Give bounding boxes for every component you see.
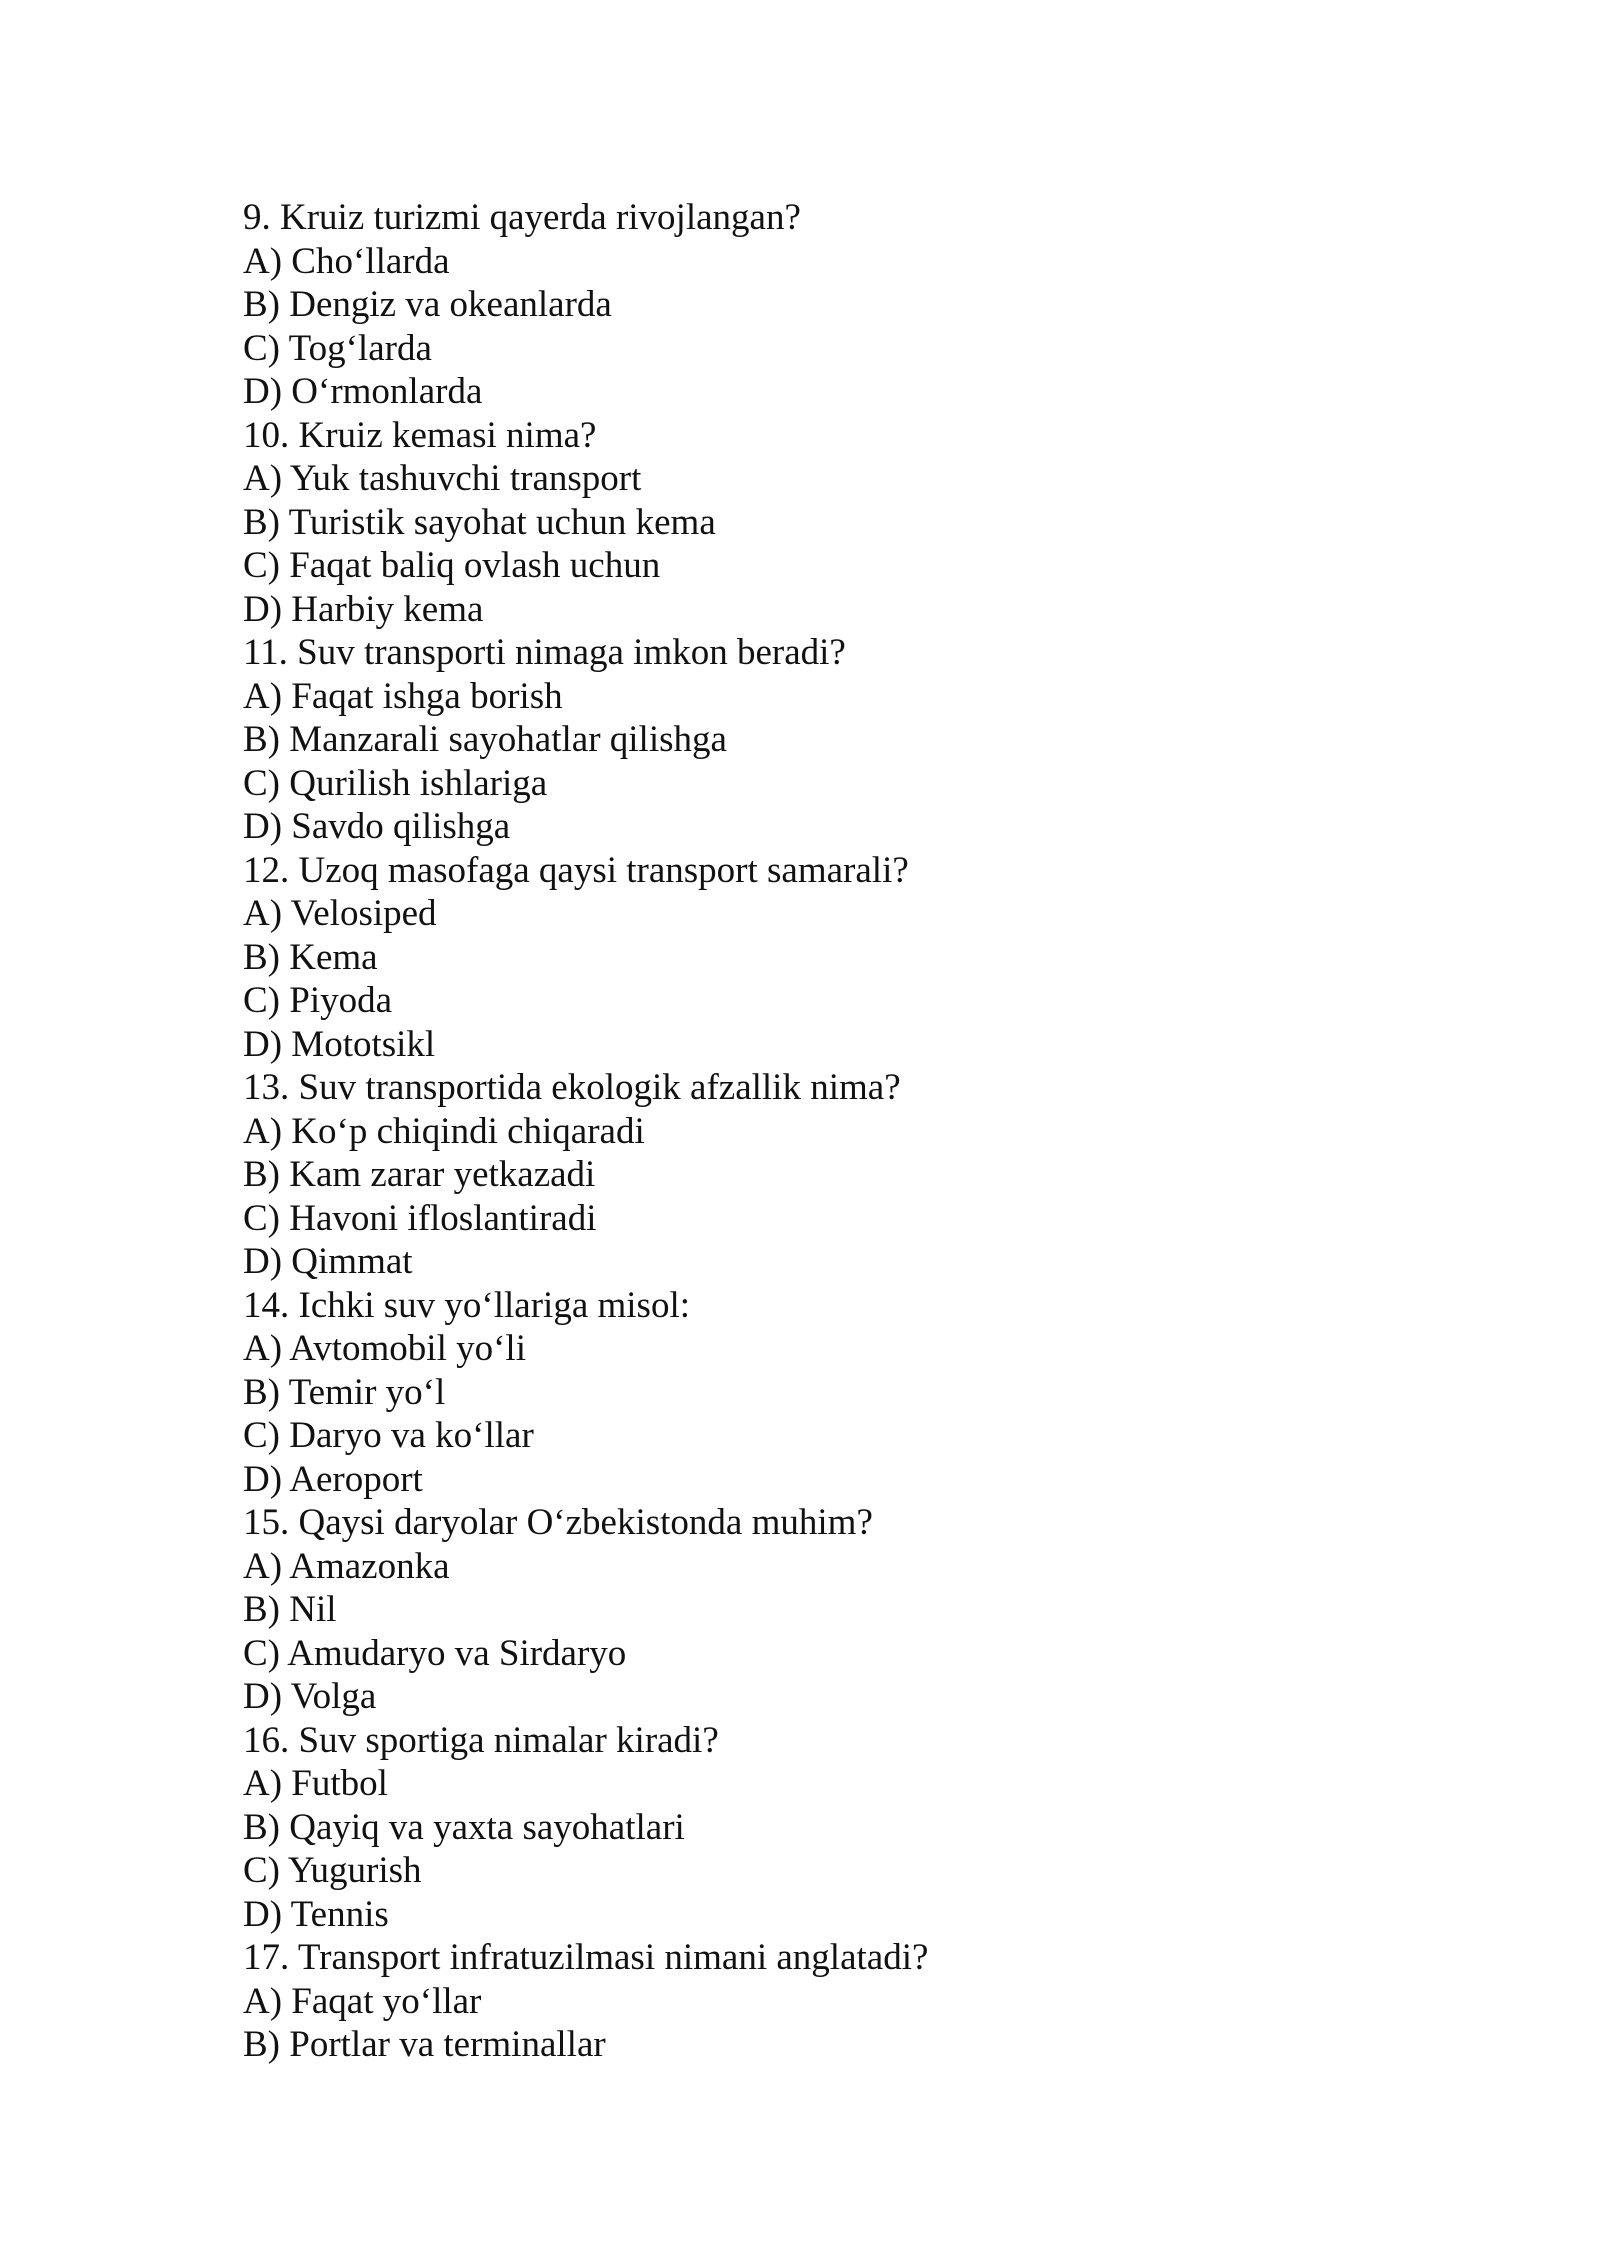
option-10-b: B) Turistik sayohat uchun kema <box>243 501 716 543</box>
option-13-c: C) Havoni ifloslantiradi <box>243 1197 597 1239</box>
option-15-b: B) Nil <box>243 1589 337 1630</box>
option-14-d: D) Aeroport <box>243 1458 423 1500</box>
option-16-b: B) Qayiq va yaxta sayohatlari <box>243 1806 685 1848</box>
option-12-d: D) Mototsikl <box>243 1023 436 1065</box>
option-13-a: A) Ko‘p chiqindi chiqaradi <box>243 1110 645 1152</box>
option-17-a: A) Faqat yo‘llar <box>243 1980 482 2022</box>
option-15-d: D) Volga <box>243 1676 377 1717</box>
option-14-a: A) Avtomobil yo‘li <box>243 1328 526 1369</box>
option-10-c: C) Faqat baliq ovlash uchun <box>243 545 661 586</box>
option-12-b: B) Kema <box>243 936 378 978</box>
question-10: 10. Kruiz kemasi nima? <box>243 414 597 456</box>
question-16: 16. Suv sportiga nimalar kiradi? <box>243 1719 719 1761</box>
option-16-a: A) Futbol <box>243 1763 388 1804</box>
option-15-a: A) Amazonka <box>243 1545 450 1587</box>
option-9-d: D) O‘rmonlarda <box>243 371 483 412</box>
question-15: 15. Qaysi daryolar O‘zbekistonda muhim? <box>243 1502 873 1543</box>
question-11: 11. Suv transporti nimaga imkon beradi? <box>243 632 846 673</box>
option-12-a: A) Velosiped <box>243 893 437 934</box>
option-16-d: D) Tennis <box>243 1893 389 1935</box>
question-12: 12. Uzoq masofaga qaysi transport samarali? <box>243 849 909 891</box>
option-14-b: B) Temir yo‘l <box>243 1371 446 1413</box>
question-9: 9. Kruiz turizmi qayerda rivojlangan? <box>243 197 801 238</box>
option-13-d: D) Qimmat <box>243 1241 413 1282</box>
option-11-a: A) Faqat ishga borish <box>243 675 563 717</box>
option-11-b: B) Manzarali sayohatlar qilishga <box>243 719 727 760</box>
question-17: 17. Transport infratuzilmasi nimani anglatadi? <box>243 1937 929 1978</box>
option-9-c: C) Tog‘larda <box>243 327 432 369</box>
option-11-d: D) Savdo qilishga <box>243 806 511 847</box>
option-13-b: B) Kam zarar yetkazadi <box>243 1154 596 1195</box>
question-14: 14. Ichki suv yo‘llariga misol: <box>243 1284 691 1326</box>
option-9-b: B) Dengiz va okeanlarda <box>243 284 612 325</box>
question-13: 13. Suv transportida ekologik afzallik nima? <box>243 1067 901 1108</box>
option-12-c: C) Piyoda <box>243 980 393 1021</box>
option-11-c: C) Qurilish ishlariga <box>243 762 548 804</box>
option-15-c: C) Amudaryo va Sirdaryo <box>243 1632 627 1674</box>
option-10-a: A) Yuk tashuvchi transport <box>243 458 642 499</box>
option-17-b: B) Portlar va terminallar <box>243 2024 606 2065</box>
option-10-d: D) Harbiy kema <box>243 588 484 630</box>
option-9-a: A) Cho‘llarda <box>243 240 450 282</box>
quiz-text-block <box>243 196 1443 2067</box>
option-14-c: C) Daryo va ko‘llar <box>243 1415 534 1456</box>
option-16-c: C) Yugurish <box>243 1850 422 1891</box>
